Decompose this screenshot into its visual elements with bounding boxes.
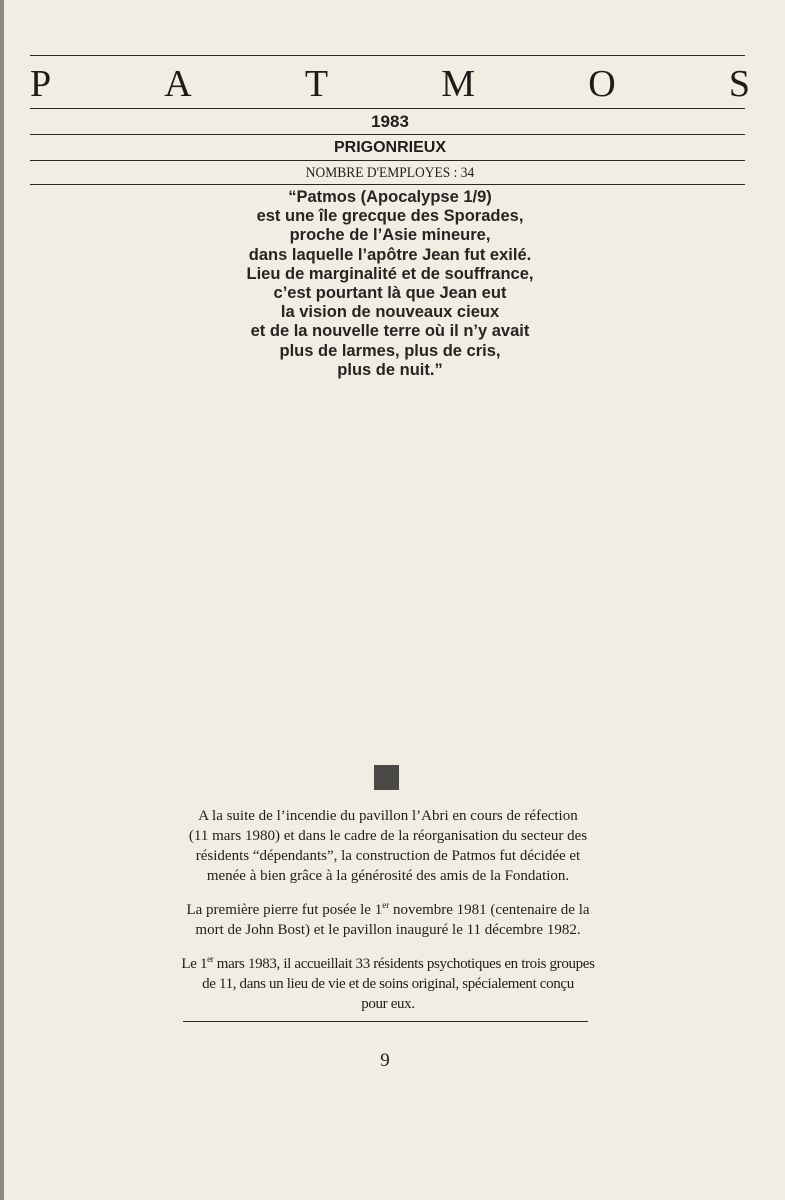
superscript: er bbox=[207, 954, 214, 964]
title-letter: O bbox=[588, 63, 616, 105]
quote-line: “Patmos (Apocalypse 1/9) bbox=[288, 188, 492, 206]
title-letter: S bbox=[728, 63, 750, 105]
quote-line: dans laquelle l’apôtre Jean fut exilé. bbox=[248, 245, 532, 264]
title-letter: T bbox=[304, 63, 329, 105]
footer-rule bbox=[183, 1021, 588, 1022]
page-title bbox=[30, 62, 750, 106]
text-line: résidents “dépendants”, la construction de Patmos fut décidée et bbox=[195, 848, 581, 864]
title-letter: A bbox=[164, 63, 192, 105]
text-fragment: Le 1 bbox=[181, 956, 208, 972]
text-line: (11 mars 1980) et dans le cadre de la réorganisation du secteur des bbox=[188, 828, 588, 844]
paragraph bbox=[178, 954, 598, 1014]
text-line: pour eux. bbox=[361, 996, 415, 1012]
quote-line: plus de nuit.” bbox=[337, 360, 443, 379]
title-letter: M bbox=[441, 63, 476, 105]
paragraph bbox=[178, 806, 598, 886]
title-letter: P bbox=[30, 63, 52, 105]
section-marker-square bbox=[374, 765, 399, 790]
text-fragment: novembre 1981 (centenaire de la bbox=[389, 902, 590, 918]
text-line bbox=[178, 954, 598, 974]
text-line: A la suite de l’incendie du pavillon l’Abri en cours de réfection bbox=[198, 808, 578, 824]
year-label: 1983 bbox=[371, 112, 409, 131]
page-edge-shadow bbox=[0, 0, 4, 1200]
page-number: 9 bbox=[380, 1050, 390, 1071]
quote-line: plus de larmes, plus de cris, bbox=[279, 341, 501, 360]
employee-count: NOMBRE D'EMPLOYES : 34 bbox=[305, 165, 475, 181]
quote-line: c’est pourtant là que Jean eut bbox=[273, 284, 507, 303]
title-rule bbox=[30, 108, 745, 109]
body-text bbox=[178, 806, 598, 1028]
employees-rule bbox=[30, 184, 745, 185]
epigraph-quote bbox=[150, 188, 630, 380]
text-fragment: La première pierre fut posée le 1 bbox=[186, 902, 383, 918]
top-rule bbox=[30, 55, 745, 56]
quote-line: Lieu de marginalité et de souffrance, bbox=[246, 264, 534, 283]
quote-line: proche de l’Asie mineure, bbox=[289, 226, 491, 245]
text-line: mort de John Bost) et le pavillon inauguré le 11 décembre 1982. bbox=[195, 922, 581, 938]
text-line bbox=[178, 900, 598, 920]
superscript: er bbox=[382, 900, 390, 910]
text-fragment: mars 1983, il accueillait 33 résidents psychotiques en trois groupes bbox=[213, 956, 595, 972]
location-label: PRIGONRIEUX bbox=[333, 139, 446, 156]
text-line: menée à bien grâce à la générosité des amis de la Fondation. bbox=[206, 868, 570, 884]
year-rule bbox=[30, 134, 745, 135]
quote-line: est une île grecque des Sporades, bbox=[256, 207, 524, 226]
quote-line: et de la nouvelle terre où il n’y avait bbox=[250, 322, 530, 341]
text-line: de 11, dans un lieu de vie et de soins original, spécialement conçu bbox=[202, 976, 574, 992]
paragraph bbox=[178, 900, 598, 940]
quote-line: la vision de nouveaux cieux bbox=[280, 303, 500, 322]
